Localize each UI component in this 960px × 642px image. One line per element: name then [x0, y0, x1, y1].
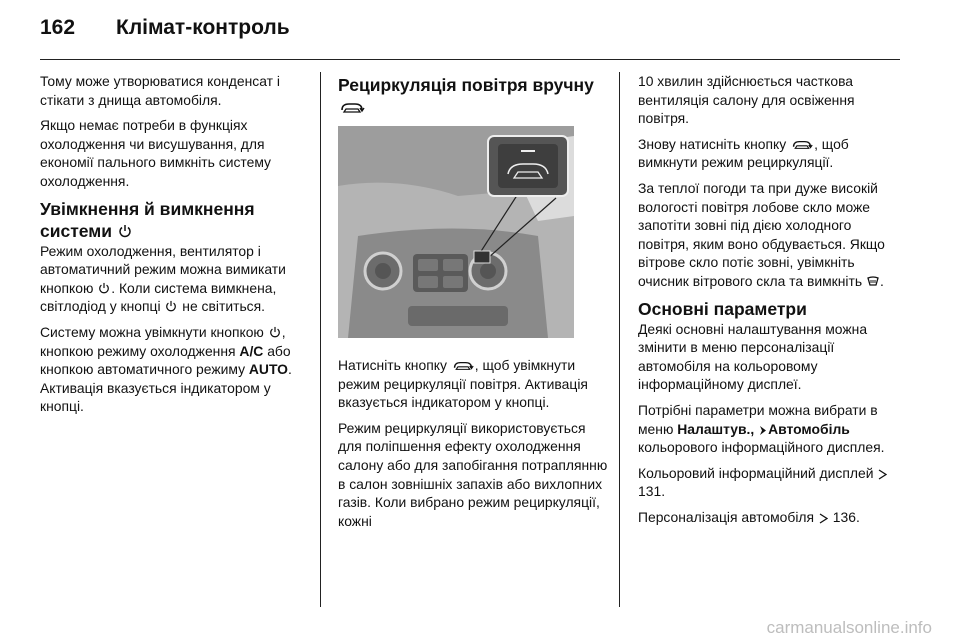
ac-label: A/C [239, 342, 264, 359]
column-2 [338, 72, 608, 537]
heading-text: Увімкнення й вимкнення системи [40, 198, 255, 241]
heading-text: Рециркуляція повітря вручну [338, 75, 594, 95]
text: , щоб вимкнути режим рециркуляції. [638, 135, 849, 171]
text: . [879, 272, 884, 289]
climate-control-illustration [338, 126, 574, 338]
page-reference-icon [878, 469, 887, 480]
reference-label: Персоналізація автомобіля [638, 508, 815, 525]
header-rule [40, 59, 900, 60]
section-heading-onoff [40, 198, 306, 242]
paragraph [40, 242, 306, 316]
power-icon [165, 300, 177, 313]
text: Потрібні параметри можна вибрати в меню [638, 401, 878, 437]
paragraph [40, 323, 306, 416]
text: . Коли система вимкнена, світлодіод у кнопці [40, 279, 277, 315]
column-divider [320, 72, 321, 607]
column-divider [619, 72, 620, 607]
windscreen-demist-icon [867, 275, 879, 288]
recirculation-icon [791, 139, 813, 151]
text: , кнопкою режиму охолодження [40, 323, 286, 359]
power-icon [269, 326, 281, 339]
paragraph [338, 356, 608, 412]
text: Натисніть кнопку [338, 357, 447, 373]
paragraph: 10 хвилин здійснюється часткова вентиляція салону для освіження повітря. [638, 73, 855, 127]
text: . Активація вказується індикатором у кнопці. [40, 361, 292, 415]
section-heading-basic: Основні параметри [638, 298, 807, 319]
recirculation-icon [339, 101, 365, 115]
text: , щоб увімкнути режим рециркуляції повітря. Активація вказується індикатором у кнопці. [338, 357, 588, 411]
paragraph: Тому може утворюватися конденсат і стікати з днища автомобіля. [40, 73, 280, 108]
auto-label: AUTO [248, 361, 288, 378]
section-heading-recirc [338, 74, 608, 118]
watermark: carmanualsonline.info [766, 618, 932, 637]
reference-link[interactable]: Кольоровий інформаційний дисплей 131. [638, 464, 906, 501]
reference-label: Кольоровий інформаційний дисплей [638, 464, 874, 481]
reference-link[interactable] [638, 508, 906, 527]
text: За теплої погоди та при дуже високій вологості повітря лобове скло може запотіти зовні під дією холодного повітря, яким воно обдувається. Якщо вітрове скло потіє зовні, увімкніть очисник вітрового скла та вимкніть [638, 179, 885, 289]
paragraph [638, 401, 906, 457]
text: Знову натисніть кнопку [638, 135, 787, 152]
text: Систему можна увімкнути кнопкою [40, 323, 264, 340]
page-reference-icon [819, 513, 828, 524]
text: . [855, 508, 860, 525]
paragraph [638, 135, 906, 172]
paragraph: Якщо немає потреби в функціях охолодження чи висушування, для економії пального вимкніть систему охолодження. [40, 117, 271, 189]
column-1 [40, 72, 306, 423]
menu-vehicle: Автомобіль [768, 420, 850, 437]
text: кольорового інформаційного дисплея. [638, 439, 885, 456]
menu-separator: , [750, 420, 759, 437]
menu-settings: Налаштув. [677, 420, 751, 437]
paragraph: Режим рециркуляції використовується для поліпшення ефекту охолодження салону або для запобігання потраплянню в салон зовнішніх запахів або вихлопних газів. Коли вибрано режим рециркуляції, кожні [338, 419, 608, 529]
power-icon [98, 282, 110, 295]
power-icon [118, 224, 132, 239]
page-number: 162 [40, 16, 76, 39]
reference-page: 131 [638, 483, 662, 500]
text: або кнопкою автоматичного режиму [40, 342, 291, 378]
text: Режим охолодження, вентилятор і автоматичний режим можна вимикати кнопкою [40, 242, 286, 296]
reference-page: 136 [832, 508, 856, 525]
recirculation-icon [452, 360, 474, 372]
console-graphic [338, 126, 574, 338]
arrow-right-icon [759, 425, 767, 436]
paragraph [638, 179, 906, 291]
paragraph: Деякі основні налаштування можна змінити в меню персоналізації автомобіля на кольоровому інформаційному дисплеї. [638, 320, 868, 393]
page-title: Клімат-контроль [116, 16, 290, 39]
text: не світиться. [178, 298, 266, 315]
column-3 [638, 72, 906, 533]
